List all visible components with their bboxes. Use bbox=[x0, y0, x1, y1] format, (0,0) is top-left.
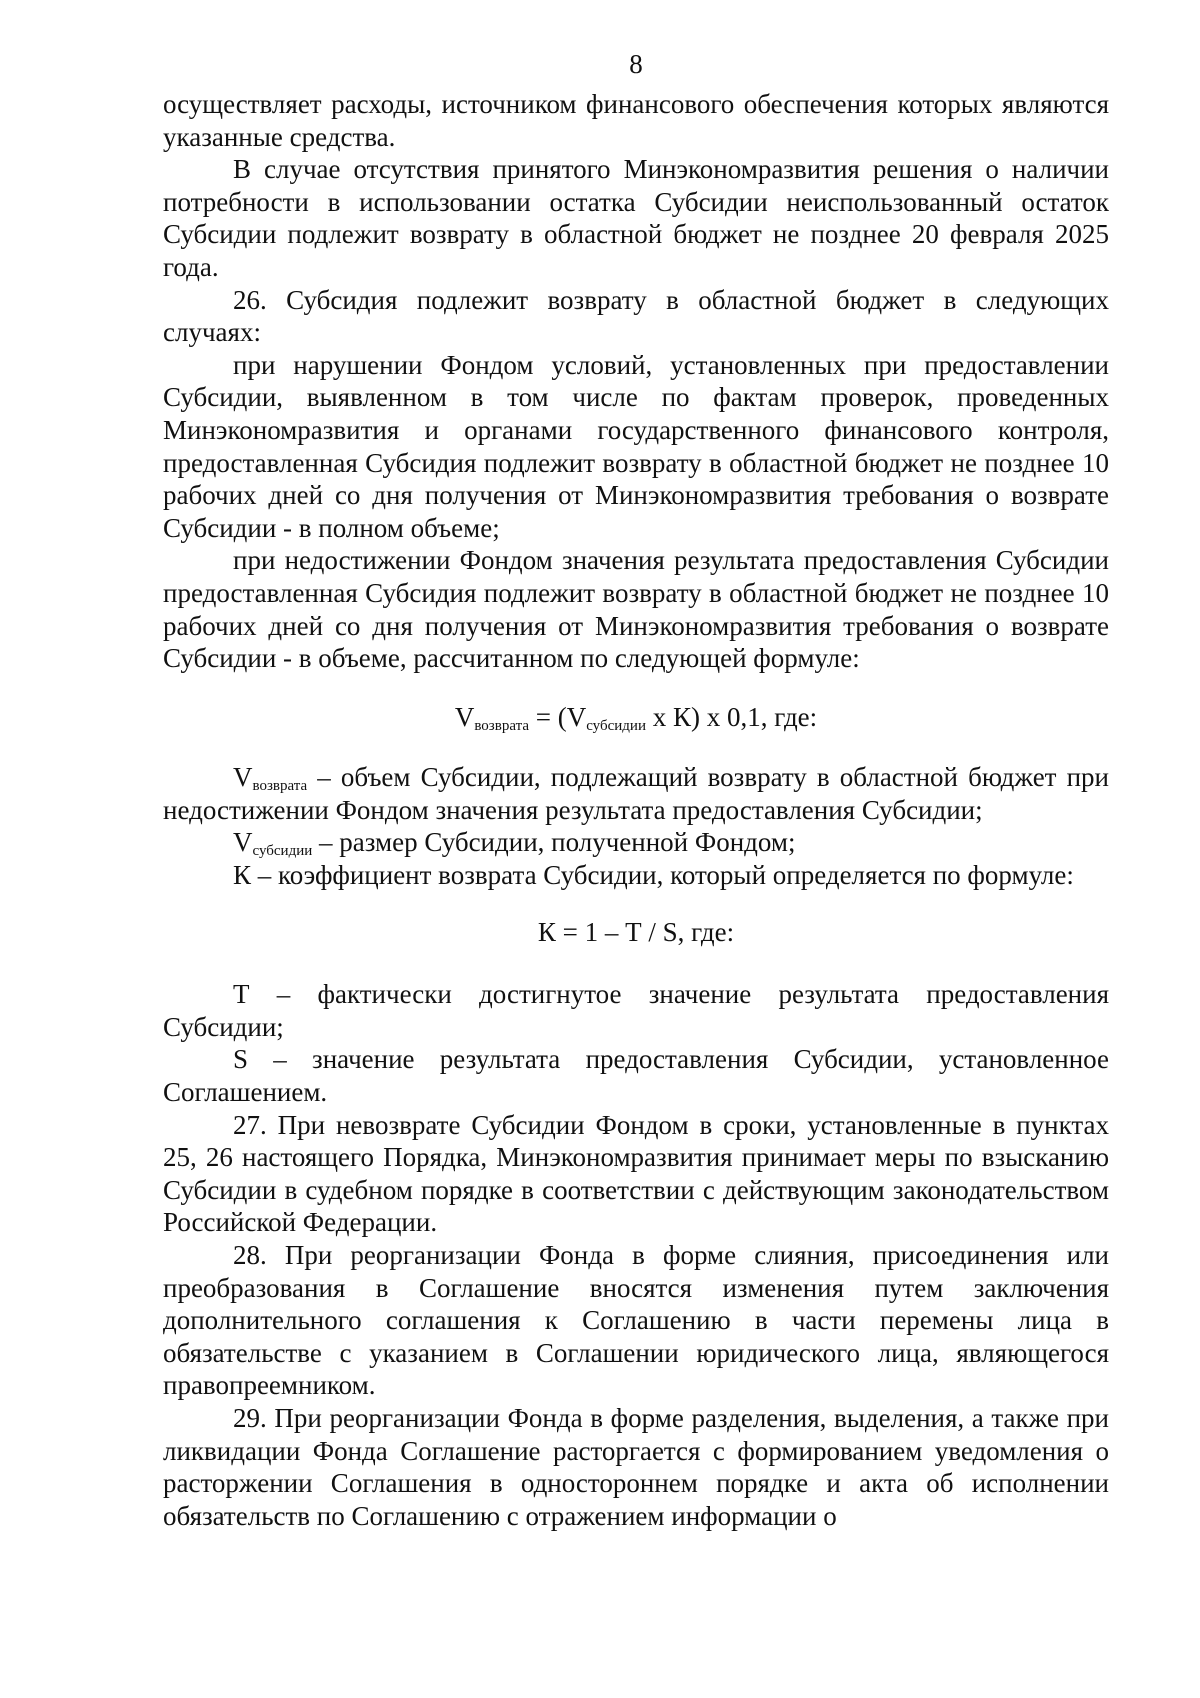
formula-sub-subsidy: субсидии bbox=[586, 717, 646, 734]
formula-return-volume bbox=[163, 701, 1109, 734]
formula-sub-return: возврата bbox=[474, 717, 529, 734]
paragraph-27: 27. При невозврате Субсидии Фондом в сроки, установленные в пунктах 25, 26 настоящего Порядка, Минэкономразвития принимает меры по взысканию Субсидии в судебном порядке в соответствии с действующим законодательством Российской Федерации. bbox=[163, 1109, 1109, 1238]
paragraph-29: 29. При реорганизации Фонда в форме разделения, выделения, а также при ликвидации Фонда Соглашение расторгается с формированием уведомления о расторжении Соглашения в одностороннем порядке и акта об исполнении обязательств по Соглашению с отражением информации о bbox=[163, 1402, 1109, 1531]
formula-rest: х К) х 0,1, где: bbox=[645, 701, 818, 732]
paragraph-non-achievement-case: при недостижении Фондом значения результата предоставления Субсидии предоставленная Субсидия подлежит возврату в областной бюджет не позднее 10 рабочих дней со дня получения от Минэкономразвития требования о возврате Субсидии - в объеме, рассчитанном по следующей формуле: bbox=[163, 545, 1109, 674]
paragraph-remaining-balance: В случае отсутствия принятого Минэкономразвития решения о наличии потребности в использовании остатка Субсидии неиспользованный остаток Субсидии подлежит возврату в областной бюджет не позднее 20 февраля 2025 года. bbox=[163, 154, 1109, 282]
formula-eq: = (V bbox=[528, 701, 587, 732]
definition-k: К – коэффициент возврата Субсидии, который определяется по формуле: bbox=[233, 860, 1074, 891]
page-number: 8 bbox=[629, 49, 643, 79]
paragraph-violation-case: при нарушении Фондом условий, установленных при предоставлении Субсидии, выявленном в том числе по фактам проверок, проведенных Минэкономразвития и органами государственного финансового контроля, предоставленная Субсидия подлежит возврату в областной бюджет не позднее 10 рабочих дней со дня получения от Минэкономразвития требования о возврате Субсидии - в полном объеме; bbox=[163, 349, 1109, 543]
definition-s: S – значение результата предоставления Субсидии, установленное Соглашением. bbox=[163, 1044, 1109, 1108]
definition-t: Т – фактически достигнутое значение результата предоставления Субсидии; bbox=[163, 979, 1109, 1042]
paragraph-28: 28. При реорганизации Фонда в форме слияния, присоединения или преобразования в Соглашение вносятся изменения путем заключения дополнительного соглашения к Соглашению в части перемены лица в обязательстве с указанием в Соглашении юридического лица, являющегося правопреемником. bbox=[163, 1240, 1109, 1401]
paragraph-continuation: осуществляет расходы, источником финансового обеспечения которых являются указанные средства. bbox=[163, 89, 1109, 152]
definition-v-subsidy: $V_{субсидии}$ – размер Субсидии, полученной Фондом; bbox=[233, 827, 796, 860]
definition-v-return: $V_{возврата}$ – объем Субсидии, подлежащий возврату в областной бюджет при недостижении Фондом значения результата предоставления Субсидии; bbox=[163, 762, 1109, 825]
formula-coefficient: К = 1 – Т / S, где: bbox=[537, 916, 735, 947]
document-page bbox=[163, 48, 1109, 1532]
formula-v-symbol: V bbox=[454, 701, 475, 732]
paragraph-26: 26. Субсидия подлежит возврату в областной бюджет в следующих случаях: bbox=[163, 284, 1109, 348]
